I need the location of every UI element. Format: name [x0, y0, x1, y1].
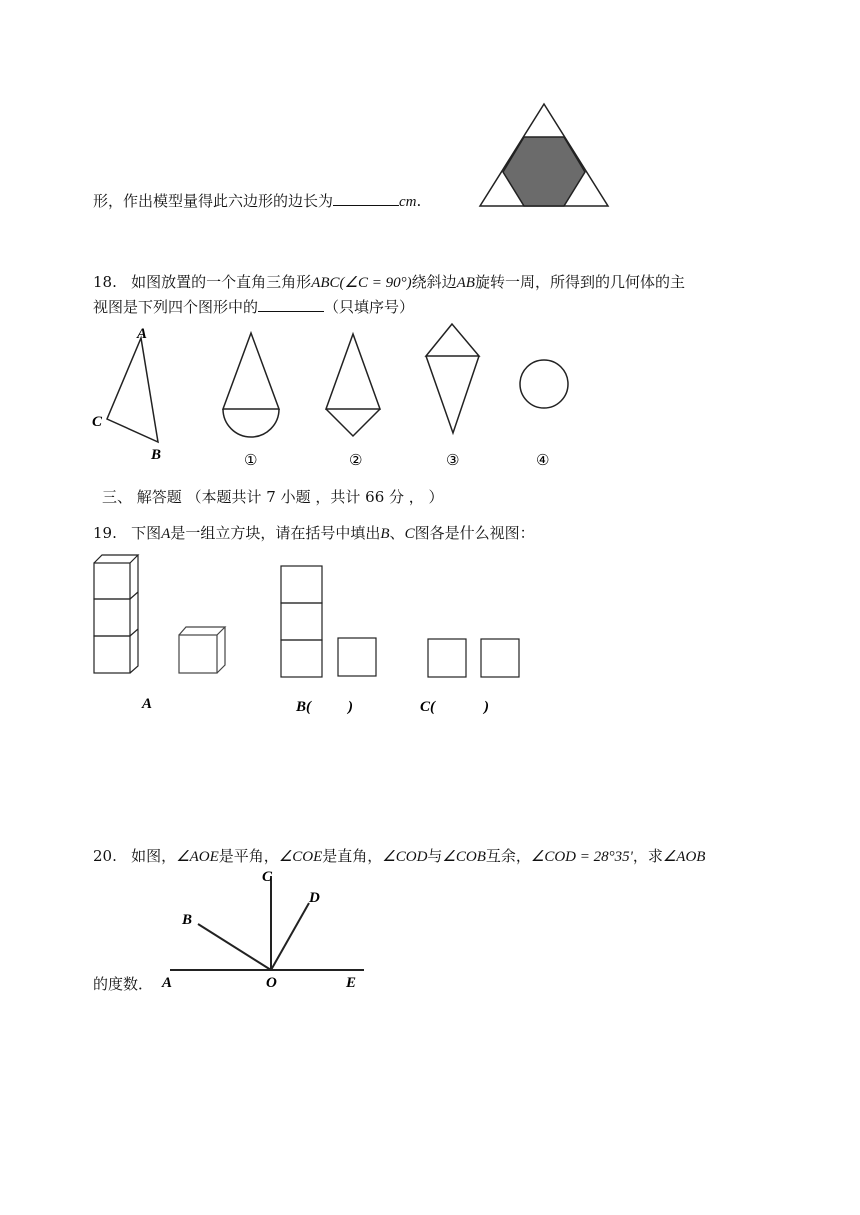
section-heading: 三、 解答题 （本题共计 7 小题 ，共计 66 分 ， ）: [102, 488, 444, 506]
figure-c-label: C(: [420, 699, 435, 715]
q20-text-d: 与: [427, 847, 443, 865]
option-1-label: ①: [244, 451, 258, 469]
figure-b-label: B(: [296, 699, 311, 715]
question-number: 20.: [93, 847, 117, 865]
unit-cm: cm: [399, 194, 417, 210]
q18-condition: (∠C = 90°): [339, 275, 412, 291]
option-4-label: ④: [536, 451, 550, 469]
q20-cod: ∠COD: [382, 849, 428, 865]
point-a-label: A: [162, 975, 173, 991]
q19-a: A: [161, 526, 171, 542]
point-c-label: C: [262, 869, 273, 885]
option-4-figure: [516, 356, 572, 470]
point-e-label: E: [346, 975, 357, 991]
q20-cob: ∠COB: [442, 849, 486, 865]
q19-text-c: 图各是什么视图：: [414, 524, 535, 542]
vertex-a-label: A: [137, 326, 148, 342]
figure-a-label: A: [142, 696, 153, 712]
q20-line2: 的度数．: [93, 975, 154, 993]
option-2-figure: [322, 330, 388, 470]
figure-b-close: ): [348, 699, 353, 715]
point-d-label: D: [309, 890, 320, 906]
period: .: [416, 192, 422, 210]
point-o-label: O: [266, 975, 277, 991]
option-1-figure: [218, 330, 284, 470]
q17-text: [93, 191, 421, 212]
option-3-label: ③: [446, 451, 460, 469]
q20-aob: ∠AOB: [662, 849, 706, 865]
q20-coe: ∠COE: [278, 849, 323, 865]
q20-text-a: 如图，: [131, 847, 177, 865]
q20-text-f: ，求: [632, 847, 663, 865]
q19-text-a: 下图: [131, 524, 162, 542]
q18-text-c: 旋转一周，所得到的几何体的主: [474, 273, 685, 291]
figure-c-view: [414, 630, 534, 720]
answer-blank: [258, 297, 324, 312]
q18-line2: [93, 297, 414, 317]
q19-sep: 、: [389, 524, 405, 542]
hexagon-triangle-figure: [478, 102, 610, 208]
q20-text-b: 是平角，: [218, 847, 279, 865]
vertex-b-label: B: [151, 447, 162, 463]
q20-text-c: 是直角，: [322, 847, 383, 865]
figure-a-cubes: [90, 553, 240, 718]
option-3-figure: [421, 320, 487, 470]
q18-text-b: 绕斜边: [411, 273, 457, 291]
q18-line1: [93, 272, 685, 293]
figure-c-close: ): [484, 699, 489, 715]
question-number: 19.: [93, 524, 117, 542]
q18-abc: ABC: [311, 275, 340, 291]
right-triangle-figure: [88, 322, 178, 467]
figure-b-view: [278, 560, 388, 720]
q20-text-e: 互余，: [485, 847, 531, 865]
q17-sentence: 形，作出模型量得此六边形的边长为: [93, 192, 334, 210]
question-number: 18.: [93, 273, 117, 291]
q19-b: B: [380, 526, 390, 542]
q19-c: C: [404, 526, 415, 542]
q19-text-b: 是一组立方块，请在括号中填出: [170, 524, 381, 542]
option-2-label: ②: [349, 451, 363, 469]
q18-ab: AB: [456, 275, 475, 291]
q18-text-d: 视图是下列四个图形中的: [93, 298, 259, 316]
q18-text-a: 如图放置的一个直角三角形: [131, 273, 312, 291]
angle-figure: [160, 864, 380, 994]
vertex-c-label: C: [92, 414, 103, 430]
q20-aoe: ∠AOE: [176, 849, 219, 865]
q18-text-e: （只填序号）: [324, 298, 415, 316]
q19-line: [93, 523, 535, 544]
point-b-label: B: [182, 912, 193, 928]
q20-cod-value: ∠COD = 28°35': [530, 849, 633, 865]
answer-blank: [333, 191, 399, 206]
